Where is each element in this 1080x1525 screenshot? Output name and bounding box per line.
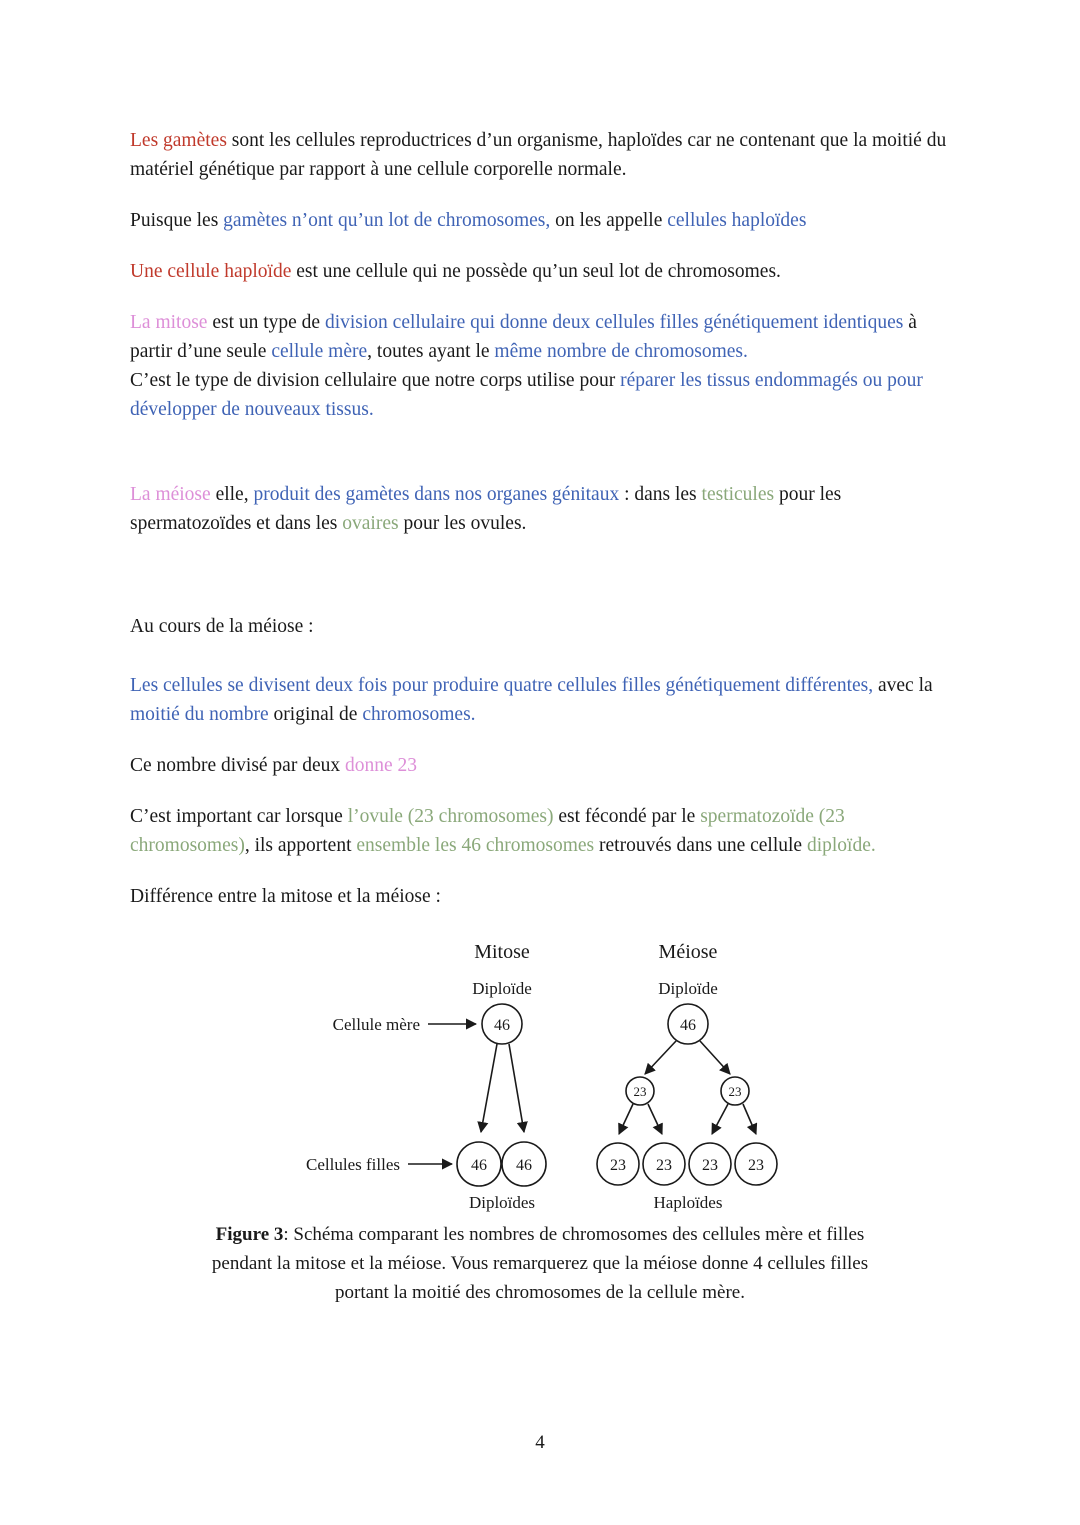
text-run: Au cours de la méiose : — [130, 616, 314, 637]
paragraph-difference — [130, 882, 950, 911]
meiosis-bottom-label: Haploïdes — [653, 1193, 723, 1212]
text-run: cellules haploïdes — [667, 210, 807, 231]
text-run: division cellulaire qui donne deux cellules filles génétiquement identiques — [324, 312, 904, 333]
text-run: même nombre de chromosomes. — [494, 341, 748, 362]
spacer — [130, 424, 950, 480]
meiosis-intermediate-value: 23 — [728, 1084, 742, 1099]
mitosis-bottom-label: Diploïdes — [468, 1193, 536, 1212]
text-run: gamètes n’ont qu’un lot de chromosomes, — [223, 210, 551, 231]
text-run: : dans les — [619, 484, 702, 505]
text-run: , ils apportent — [244, 835, 357, 856]
meiosis-second-division-arrow-1 — [619, 1104, 633, 1134]
text-run: La mitose — [130, 312, 208, 333]
label-cellules-filles: Cellules filles — [306, 1155, 400, 1174]
mitosis-division-arrow-right — [509, 1044, 524, 1132]
meiosis-parent-value: 46 — [680, 1017, 696, 1034]
text-run: on les appelle — [550, 210, 668, 231]
text-run: réparer les tissus endommagés ou pour développer de nouveaux tissus. — [130, 370, 923, 420]
paragraph-mitose — [130, 308, 950, 366]
text-run: C’est le type de division cellulaire que notre corps utilise pour — [130, 370, 621, 391]
meiosis-second-division-arrow-2 — [648, 1104, 662, 1134]
paragraph-fecondation — [130, 802, 950, 860]
text-run: Les gamètes — [130, 130, 227, 151]
mitosis-division-arrow-left — [481, 1044, 497, 1132]
figure-caption-prefix: Figure 3 — [215, 1224, 284, 1245]
text-run: Ce nombre divisé par deux — [130, 755, 345, 776]
page-number: 4 — [535, 1432, 545, 1453]
paragraph-au-cours — [130, 612, 950, 641]
text-run: cellule mère — [271, 341, 368, 362]
spacer — [130, 286, 950, 308]
text-run: est un type de — [207, 312, 325, 333]
mitosis-title: Mitose — [474, 941, 530, 963]
meiosis-second-division-arrow-3 — [712, 1104, 728, 1134]
paragraph-donne-23 — [130, 751, 950, 780]
figure-3 — [0, 920, 1080, 1303]
text-run: pour les ovules. — [398, 513, 527, 534]
spacer — [130, 729, 950, 751]
meiosis-intermediate-value: 23 — [633, 1084, 647, 1099]
text-run: , toutes ayant le — [367, 341, 495, 362]
meiosis-daughter-value: 23 — [748, 1157, 764, 1174]
text-run: à partir d’une seule — [130, 312, 917, 362]
text-run: produit des gamètes dans nos organes génitaux — [253, 484, 620, 505]
meiosis-daughter-value: 23 — [702, 1157, 718, 1174]
text-run: C’est important car lorsque — [130, 806, 348, 827]
text-run: La méiose — [130, 484, 211, 505]
paragraph-cellule-haploide — [130, 257, 950, 286]
mitosis-parent-value: 46 — [494, 1017, 510, 1034]
text-run: chromosomes. — [362, 704, 476, 725]
meiosis-top-label: Diploïde — [658, 979, 718, 998]
mitosis-meiosis-diagram — [0, 920, 1080, 1220]
text-run: Différence entre la mitose et la méiose : — [130, 886, 441, 907]
paragraph-divisions — [130, 671, 950, 729]
text-run: diploïde. — [806, 835, 876, 856]
meiosis-second-division-arrow-4 — [743, 1104, 756, 1134]
text-run: testicules — [701, 484, 775, 505]
figure-caption — [190, 1220, 890, 1307]
text-run: l’ovule (23 chromosomes) — [347, 806, 554, 827]
paragraph-haploides — [130, 206, 950, 235]
spacer — [130, 184, 950, 206]
text-run: sont les cellules reproductrices d’un organisme, haploïdes car ne contenant que la moitié du matériel génétique par rapport à une cellule corporelle normale. — [130, 130, 947, 180]
text-run: est une cellule qui ne possède qu’un seul lot de chromosomes. — [291, 261, 781, 282]
mitosis-daughter-value: 46 — [516, 1157, 532, 1174]
spacer — [130, 860, 950, 882]
text-run: est fécondé par le — [553, 806, 701, 827]
spacer — [130, 641, 950, 671]
meiosis-first-division-arrow-left — [645, 1041, 676, 1074]
spacer — [130, 780, 950, 802]
figure-caption-text: : Schéma comparant les nombres de chromosomes des cellules mère et filles pendant la mitose et la méiose. Vous remarquerez que la méiose donne 4 cellules filles portant la moitié des chromosomes de la cellule mère. — [211, 1224, 869, 1303]
text-run: moitié du nombre — [130, 704, 269, 725]
meiosis-first-division-arrow-right — [700, 1041, 730, 1074]
paragraph-gametes — [130, 126, 950, 184]
text-run: ensemble les 46 chromosomes — [356, 835, 595, 856]
text-run: ovaires — [342, 513, 399, 534]
text-run: retrouvés dans une cellule — [594, 835, 807, 856]
mitosis-top-label: Diploïde — [472, 979, 532, 998]
document-body — [130, 126, 950, 911]
text-run: original de — [268, 704, 363, 725]
text-run: Puisque les — [130, 210, 224, 231]
text-run: pour les spermatozoïdes et dans les — [130, 484, 842, 534]
spacer — [130, 538, 950, 612]
label-cellule-mere: Cellule mère — [332, 1015, 420, 1034]
meiosis-title: Méiose — [658, 941, 718, 963]
spacer — [130, 235, 950, 257]
paragraph-meiose — [130, 480, 950, 538]
paragraph-mitose-role — [130, 366, 950, 424]
text-run: spermatozoïde (23 chromosomes) — [130, 806, 845, 856]
text-run: Les cellules se divisent deux fois pour produire quatre cellules filles génétiquement différentes, — [130, 675, 874, 696]
text-run: donne 23 — [345, 755, 418, 776]
text-run: avec la — [873, 675, 933, 696]
meiosis-daughter-value: 23 — [610, 1157, 626, 1174]
text-run: elle, — [210, 484, 254, 505]
mitosis-daughter-value: 46 — [471, 1157, 487, 1174]
text-run: Une cellule haploïde — [130, 261, 292, 282]
meiosis-daughter-value: 23 — [656, 1157, 672, 1174]
